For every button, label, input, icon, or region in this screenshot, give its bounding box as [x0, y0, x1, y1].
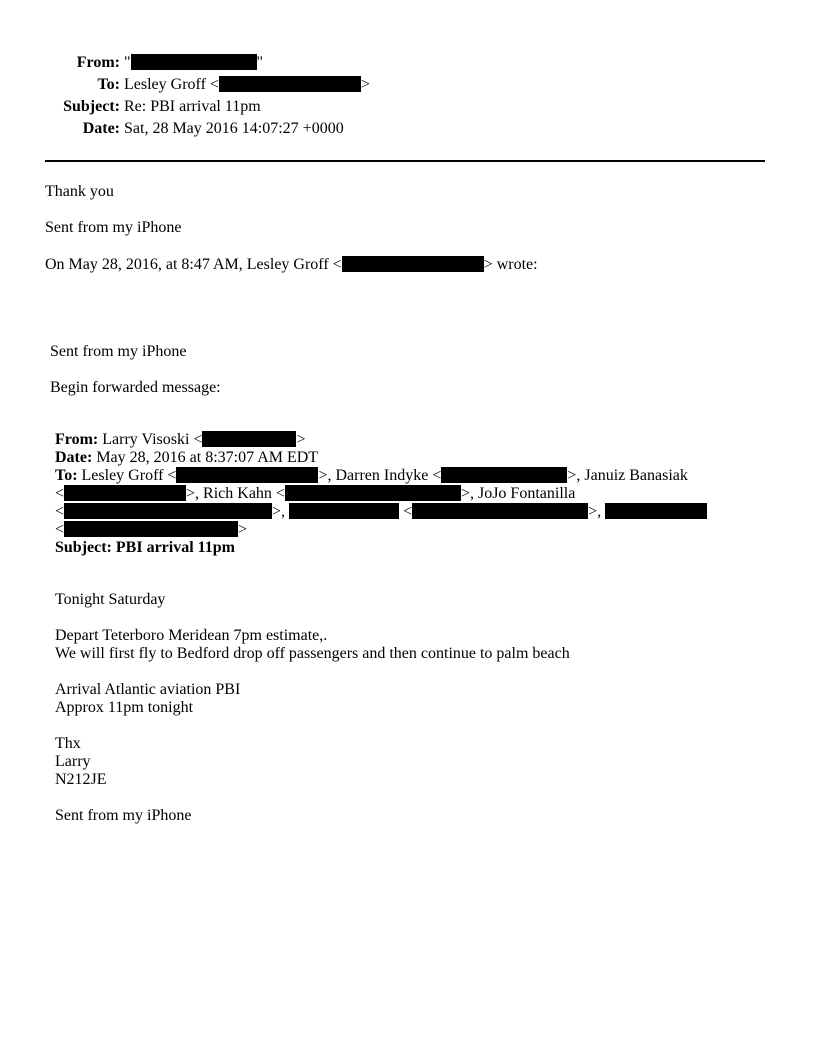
- redaction-bar: [202, 431, 296, 447]
- fwd-subject-label: Subject:: [55, 539, 112, 556]
- from-label: From:: [76, 54, 120, 71]
- quoted-signature: Sent from my iPhone: [50, 343, 187, 360]
- to-name: Lesley Groff <: [124, 76, 219, 93]
- fwd-to-text: >: [238, 521, 248, 538]
- header-divider: [45, 160, 765, 162]
- fwd-to-text: >,: [588, 503, 602, 520]
- redaction-bar: [64, 503, 272, 519]
- message-line: Larry: [55, 753, 91, 770]
- date-label: Date:: [82, 120, 120, 137]
- fwd-subject-value: PBI arrival 11pm: [115, 539, 235, 556]
- redaction-bar: [605, 503, 707, 519]
- redaction-bar: [219, 76, 361, 92]
- fwd-to-text: Lesley Groff <: [81, 467, 177, 484]
- reply-signature: Sent from my iPhone: [45, 219, 182, 236]
- from-quote-close: ": [256, 54, 264, 71]
- message-line: Approx 11pm tonight: [55, 699, 194, 716]
- fwd-from-bracket: >: [296, 431, 306, 448]
- fwd-to-line-4: [55, 521, 247, 539]
- fwd-to-label: To:: [55, 467, 78, 484]
- redaction-bar: [176, 467, 318, 483]
- redaction-bar: [342, 256, 484, 272]
- quote-intro-wrote: > wrote:: [483, 256, 538, 273]
- from-value: [124, 54, 263, 72]
- message-line: Thx: [55, 735, 81, 752]
- message-line: We will first fly to Bedford drop off passengers and then continue to palm beach: [55, 645, 570, 662]
- subject-value: Re: PBI arrival 11pm: [124, 98, 261, 115]
- begin-forwarded: Begin forwarded message:: [50, 379, 221, 396]
- fwd-from-line: [55, 431, 305, 449]
- fwd-to-text: >, Rich Kahn <: [186, 485, 285, 502]
- to-label: To:: [97, 76, 120, 93]
- message-signature: Sent from my iPhone: [55, 807, 192, 824]
- fwd-to-line-2: [55, 485, 575, 503]
- redaction-bar: [441, 467, 567, 483]
- redaction-bar: [64, 485, 186, 501]
- redaction-bar: [412, 503, 588, 519]
- fwd-subject-line: [55, 539, 235, 557]
- fwd-date-value: May 28, 2016 at 8:37:07 AM EDT: [96, 449, 319, 466]
- fwd-to-text: <: [55, 521, 65, 538]
- message-line: Tonight Saturday: [55, 591, 166, 608]
- redaction-bar: [64, 521, 238, 537]
- fwd-to-text: <: [55, 485, 65, 502]
- quote-intro: [45, 256, 538, 274]
- subject-label: Subject:: [63, 98, 120, 115]
- to-value: [124, 76, 370, 94]
- fwd-to-text: >, JoJo Fontanilla: [460, 485, 576, 502]
- redaction-bar: [289, 503, 399, 519]
- fwd-to-line-3: [55, 503, 707, 521]
- redaction-bar: [285, 485, 461, 501]
- fwd-from-value: Larry Visoski <: [102, 431, 203, 448]
- fwd-to-text: >, Januiz Banasiak: [567, 467, 688, 484]
- fwd-to-text: <: [403, 503, 413, 520]
- message-line: Depart Teterboro Meridean 7pm estimate,.: [55, 627, 328, 644]
- quote-intro-text: On May 28, 2016, at 8:47 AM, Lesley Groff <: [45, 256, 342, 273]
- fwd-date-line: [55, 449, 318, 467]
- fwd-from-label: From:: [55, 431, 99, 448]
- message-line: Arrival Atlantic aviation PBI: [55, 681, 241, 698]
- date-value: Sat, 28 May 2016 14:07:27 +0000: [124, 120, 344, 137]
- reply-text: Thank you: [45, 183, 114, 200]
- fwd-date-label: Date:: [55, 449, 93, 466]
- fwd-to-text: >,: [272, 503, 286, 520]
- fwd-to-text: <: [55, 503, 65, 520]
- redaction-bar: [131, 54, 257, 70]
- message-line: N212JE: [55, 771, 107, 788]
- to-bracket: >: [360, 76, 370, 93]
- fwd-to-line-1: [55, 467, 688, 485]
- fwd-to-text: >, Darren Indyke <: [318, 467, 442, 484]
- from-quote-open: ": [124, 54, 131, 71]
